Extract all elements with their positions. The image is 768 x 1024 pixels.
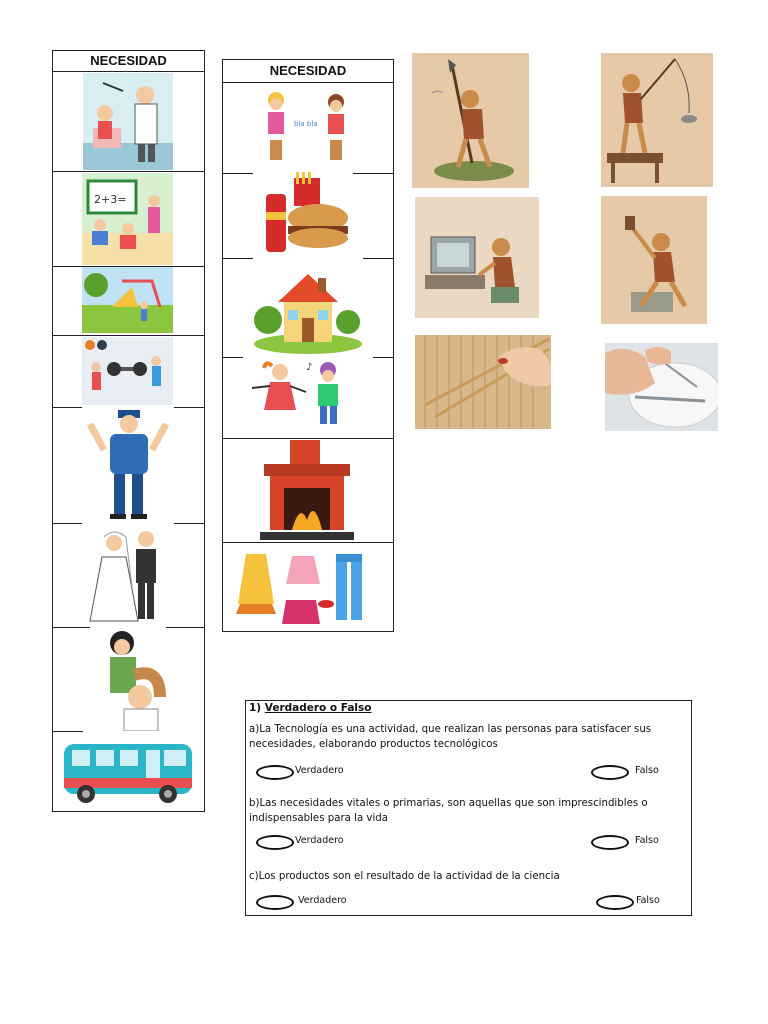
question-b-true-option[interactable]: [256, 835, 294, 850]
caveman-computer-image: [415, 197, 539, 318]
true-false-quiz: [245, 700, 692, 916]
question-a-text: a)La Tecnología es una actividad, que realizan las personas para satisfacer sus necesidades, elaborando productos tecnológicos: [249, 724, 652, 750]
question-c-true-option[interactable]: [256, 895, 294, 910]
question-a-true-label: Verdadero: [295, 765, 344, 776]
row-divider: [53, 523, 83, 524]
doctor-image: [83, 73, 173, 170]
row-divider: [363, 258, 393, 259]
food-image: [262, 172, 350, 256]
dancing-kids-image: [246, 358, 364, 432]
caveman-tools-image: [601, 196, 707, 324]
question-a-true-option[interactable]: [256, 765, 294, 780]
row-divider: [223, 173, 253, 174]
playground-image: [82, 267, 173, 333]
friends-talking-image: [252, 86, 360, 166]
question-c-false-label: Falso: [636, 895, 660, 906]
row-divider: [223, 542, 393, 543]
question-b-text: b)Las necesidades vitales o primarias, son aquellas que son imprescindibles o indispensables para la vida: [249, 798, 648, 824]
wedding-couple-image: [82, 527, 174, 627]
house-image: [254, 260, 362, 354]
svg-text:♪: ♪: [306, 362, 313, 373]
gym-image: [82, 337, 173, 405]
fork-and-knife-photo: [605, 343, 718, 431]
question-a-false-option[interactable]: [591, 765, 629, 780]
question-b-false-label: Falso: [635, 835, 659, 846]
question-b-true-label: Verdadero: [295, 835, 344, 846]
left-table-header: NECESIDAD: [53, 51, 204, 72]
clothes-image: [236, 544, 376, 630]
row-divider: [223, 438, 393, 439]
caveman-fishing-image: [601, 53, 713, 187]
fireplace-image: [260, 440, 354, 540]
middle-table-header: NECESIDAD: [223, 60, 393, 83]
bus-image: [60, 738, 196, 808]
row-divider: [223, 258, 253, 259]
quiz-title: [249, 702, 371, 714]
question-c-text: c)Los productos son el resultado de la actividad de la ciencia: [249, 871, 560, 882]
svg-text:bla bla: bla bla: [294, 120, 318, 128]
chopsticks-photo: [415, 335, 551, 429]
police-officer-image: [82, 406, 174, 524]
row-divider: [223, 357, 243, 358]
row-divider: [174, 523, 204, 524]
row-divider: [53, 731, 83, 732]
classroom-image: [82, 173, 173, 265]
svg-text:2+3=: 2+3=: [94, 193, 127, 206]
question-a-false-label: Falso: [635, 765, 659, 776]
caveman-spear-image: [412, 53, 529, 188]
quiz-number: 1): [249, 702, 262, 714]
row-divider: [53, 171, 204, 172]
row-divider: [53, 335, 204, 336]
question-c-false-option[interactable]: [596, 895, 634, 910]
question-b-false-option[interactable]: [591, 835, 629, 850]
quiz-title-text: Verdadero o Falso: [264, 702, 372, 714]
hairdresser-image: [90, 627, 166, 731]
row-divider: [353, 173, 393, 174]
question-c-true-label: Verdadero: [298, 895, 347, 906]
row-divider: [373, 357, 393, 358]
